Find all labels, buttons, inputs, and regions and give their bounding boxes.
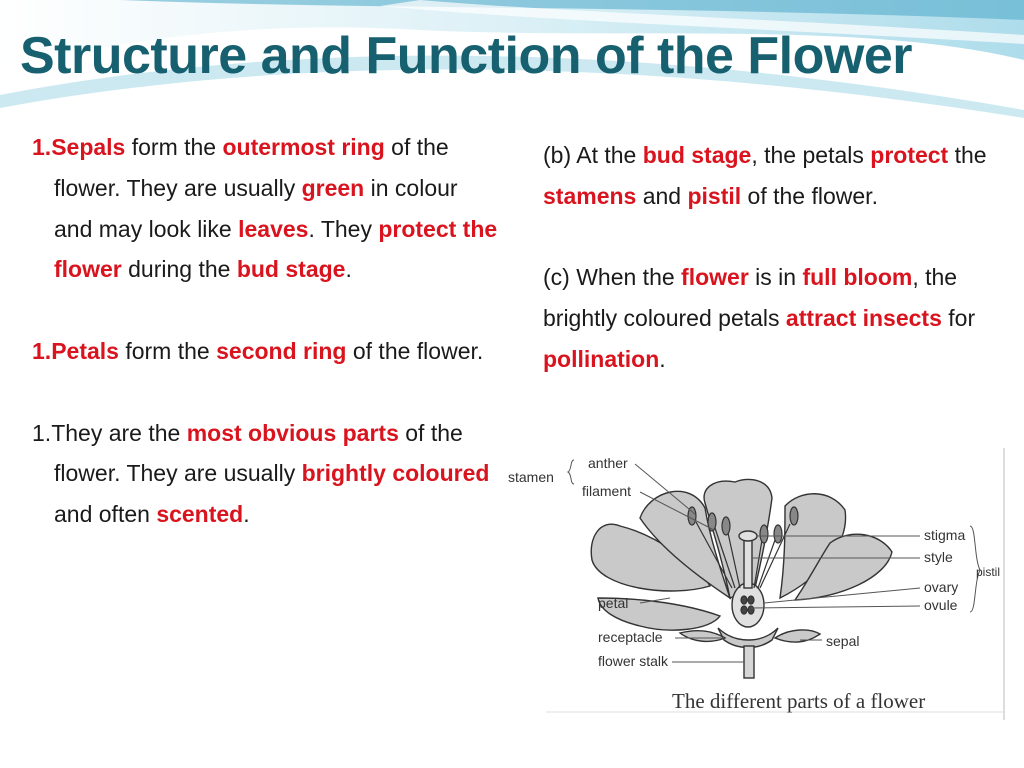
- label-receptacle: receptacle: [598, 629, 663, 645]
- diagram-caption: The different parts of a flower: [672, 689, 926, 713]
- flower-diagram: [500, 448, 1007, 720]
- bud-stage-paragraph: (b) At the bud stage, the petals protect the stamens and pistil of the flower.: [543, 142, 987, 209]
- stigma-shape: [739, 531, 757, 541]
- ovary-shape: [732, 583, 764, 627]
- sepals-paragraph: 1.Sepals form the outermost ring of the flower. They are usually green in colour and may look like leaves. They protect the flower during the bud stage.: [32, 134, 498, 283]
- label-ovule: ovule: [924, 597, 958, 613]
- label-petal: petal: [598, 595, 629, 611]
- label-style: style: [924, 549, 953, 565]
- label-anther: anther: [588, 455, 628, 471]
- obvious-parts-paragraph: 1.They are the most obvious parts of the flower. They are usually brightly coloured and often scented.: [32, 419, 490, 528]
- petals-paragraph: 1.Petals form the second ring of the flower.: [32, 337, 484, 364]
- label-ovary: ovary: [924, 579, 959, 595]
- flower-stalk-shape: [744, 646, 754, 678]
- label-sepal: sepal: [826, 633, 860, 649]
- label-filament: filament: [582, 483, 632, 499]
- full-bloom-paragraph: (c) When the flower is in full bloom, the brightly coloured petals attract insects for pollination.: [543, 264, 976, 372]
- label-stamen: stamen: [508, 469, 554, 485]
- slide-title: Structure and Function of the Flower: [20, 27, 912, 85]
- label-flower-stalk: flower stalk: [598, 653, 669, 669]
- left-text-column: [32, 127, 502, 535]
- label-pistil: pistil: [976, 565, 1001, 579]
- right-text-column: [543, 135, 1003, 451]
- style-shape: [744, 538, 752, 588]
- label-stigma: stigma: [924, 527, 966, 543]
